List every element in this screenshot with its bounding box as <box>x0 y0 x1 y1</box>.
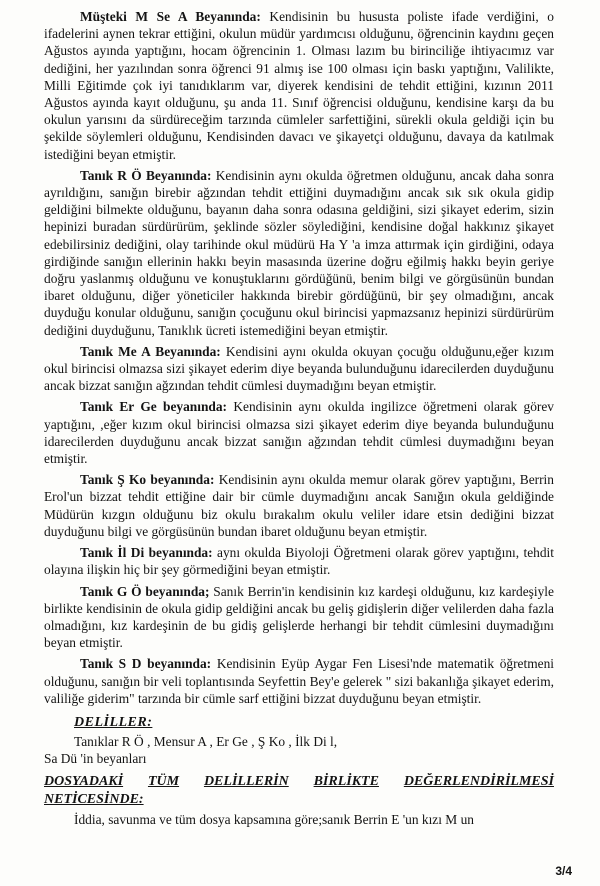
deliller-heading: DELİLLER: <box>74 714 153 730</box>
statement-text: Kendisinin aynı okulda ingilizce öğretmeni olarak görev yaptığını, ,eğer kızım okul birincisi olmazsa sizi şikayet ederim diye beyanda bulunduğunu idarecilerden duyduğunu ancak bizzat sanığın ağzından tehdit cümlesi duymadığını beyan etmiştir. <box>44 399 554 467</box>
statement-heading: Tanık İl Di beyanında: <box>80 545 213 561</box>
conclusion-heading-word: TÜM <box>147 774 180 790</box>
statement-musteki <box>44 8 554 163</box>
statement-text: Kendisini aynı okulda okuyan çocuğu olduğunu,eğer kızım okul birincisi olmazsa sizi şikayet ederim diye beyanda bulunduğunu idarecilerden duyduğunu ancak bizzat sanığın ağzından tehdit cümlesi duymadığını beyan etmiştir. <box>44 343 555 394</box>
statement-tanik-4 <box>44 471 554 540</box>
conclusion-text: İddia, savunma ve tüm dosya kapsamına göre;sanık Berrin E 'un kızı M un <box>74 812 474 828</box>
page-number: 3/4 <box>555 864 572 878</box>
statement-heading: Tanık G Ö beyanında; <box>80 583 210 599</box>
statement-heading: Tanık S D beyanında: <box>80 656 212 672</box>
statement-text: Kendisinin Eyüp Aygar Fen Lisesi'nde matematik öğretmeni olduğunu, sanığın bir veli toplantısında Seyfettin Bey'e gelerek " sizi bakanlığa şikayet ederim, valiliğe giderim" tarzında bir cümle sarf ettiğini bizzat duyduğunu beyan etmiştir. <box>44 656 554 706</box>
conclusion-heading-word: BİRLİKTE <box>313 774 379 790</box>
conclusion-heading-line-2: NETİCESİNDE: <box>44 792 144 808</box>
statement-heading: Tanık Er Ge beyanında: <box>80 399 228 415</box>
statement-heading: Tanık Me A Beyanında: <box>80 343 221 359</box>
conclusion-heading-word: DEĞERLENDİRİLMESİ <box>403 774 554 790</box>
statement-tanik-3 <box>44 398 554 467</box>
conclusion-heading-word: DELİLLERİN <box>203 774 289 790</box>
statement-text: Kendisinin bu hususta poliste ifade verdiğini, o ifadelerini aynen tekrar ettiğini, okulun müdür yardımcısı olduğunu, öğrencinin kaydını geçen Ağustos ayında yaptığını, hocam öğrencinin 1. Olması lazım bu birinciliğe ihtiyacımız var dediğini, her yazılından sonra öğrenci 91 almış ise 100 olması için baskı yaptığını, Valilikte, Milli Eğitimde çok iyi tanıdıklarım var, diyerek kendisini de tehdit ettiğini, kızının 2011 Ağustos ayında kayıt olduğunu, şu anda 11. Sınıf öğrencisi olduğunu, kendisine karşı da bu okulun yarısını da sürdüreceğim tarzında cümleler sarfettiğini, sürekli okula geldiği için bu şekilde söylemleri olduğunu, Kendisinden davacı ve şikayetçi olduğunu, davaya da katılmak istediğini beyan etmiştir. <box>44 9 554 162</box>
statement-tanik-6 <box>44 583 554 652</box>
statement-heading: Tanık Ş Ko beyanında: <box>80 472 215 488</box>
statement-text: Kendisinin aynı okulda öğretmen olduğunu, ancak daha sonra ayrıldığını, sanığın birebir ağzından tehdit ettiğini duymadığını ancak sık sık okula gidip geldiğini bilmekte olduğunu, bayanın daha sonra odasına geldiğini, sizi şikayet ederim, sizin hepinizi buradan sürdürürüm, şeklinde sözler söylediğini, kendisine doğal hakkınız şikayet edebilirsiniz dediğini, olay tarihinde okul müdürü Ha Y 'a imza attırmak için girdiğini, odaya girdiğinde sanığın ellerinin hakkı beyin masasında üzerine doğru eğilmiş hakkı beyin geriye doğru yaslanmış olduğunu ve konuştuklarını gördüğünü, benim bilgi ve görgüsünün bundan ibaret olduğunu, diğer yöneticiler hakkında birebir gördüğünü, bir şey olmadığını, ancak duyduğu konular olduğunu, sanığın çocuğunu okul birincisi yapmazsanız hepinizi sürdürürüm dediğini duyduğunu, Tanıklık ücreti istemediğini beyan etmiştir. <box>44 167 554 338</box>
statement-heading: Müşteki M Se A Beyanında: <box>80 9 261 24</box>
statement-tanik-5 <box>44 544 554 578</box>
statement-text: Kendisinin aynı okulda memur olarak görev yaptığını, Berrin Erol'un bizzat tehdit ettiğine dair bir cümle duymadığını ancak Sanığın okula geldiğinde Müdürün kızgın olduğunu biz okulu bırakalım okulu veliler idare etsin dediğini bizzat duyduğunu bilgi ve görgüsünün bundan ibaret olduğunu beyan etmiştir. <box>44 472 554 539</box>
statement-tanik-1 <box>44 167 554 339</box>
statement-text: aynı okulda Biyoloji Öğretmeni olarak görev yaptığını, tehdit olayına ilişkin hiç bir şey görmediğini beyan etmiştir. <box>44 545 554 578</box>
statement-heading: Tanık R Ö Beyanında: <box>80 167 212 183</box>
statement-tanik-2 <box>44 343 554 395</box>
conclusion-heading-word: DOSYADAKİ <box>44 774 124 790</box>
statement-tanik-7 <box>44 655 554 707</box>
statement-text: Sanık Berrin'in kendisinin kız kardeşi olduğunu, kız kardeşiyle birlikte kendisinin de okula gidip geldiğini ancak bu geliş gidişlerin diğer velilerden daha fazla olmadığını, kız kardeşinin de bu gidiş gelişlerde herhangi bir tehdit cümlesini duymadığını beyan etmiştir. <box>44 583 554 651</box>
conclusion-heading <box>44 773 554 791</box>
deliller-line-1: Tanıklar R Ö , Mensur A , Er Ge , Ş Ko , İlk Di l, <box>74 733 338 749</box>
deliller-line-2: Sa Dü 'in beyanları <box>44 751 147 767</box>
